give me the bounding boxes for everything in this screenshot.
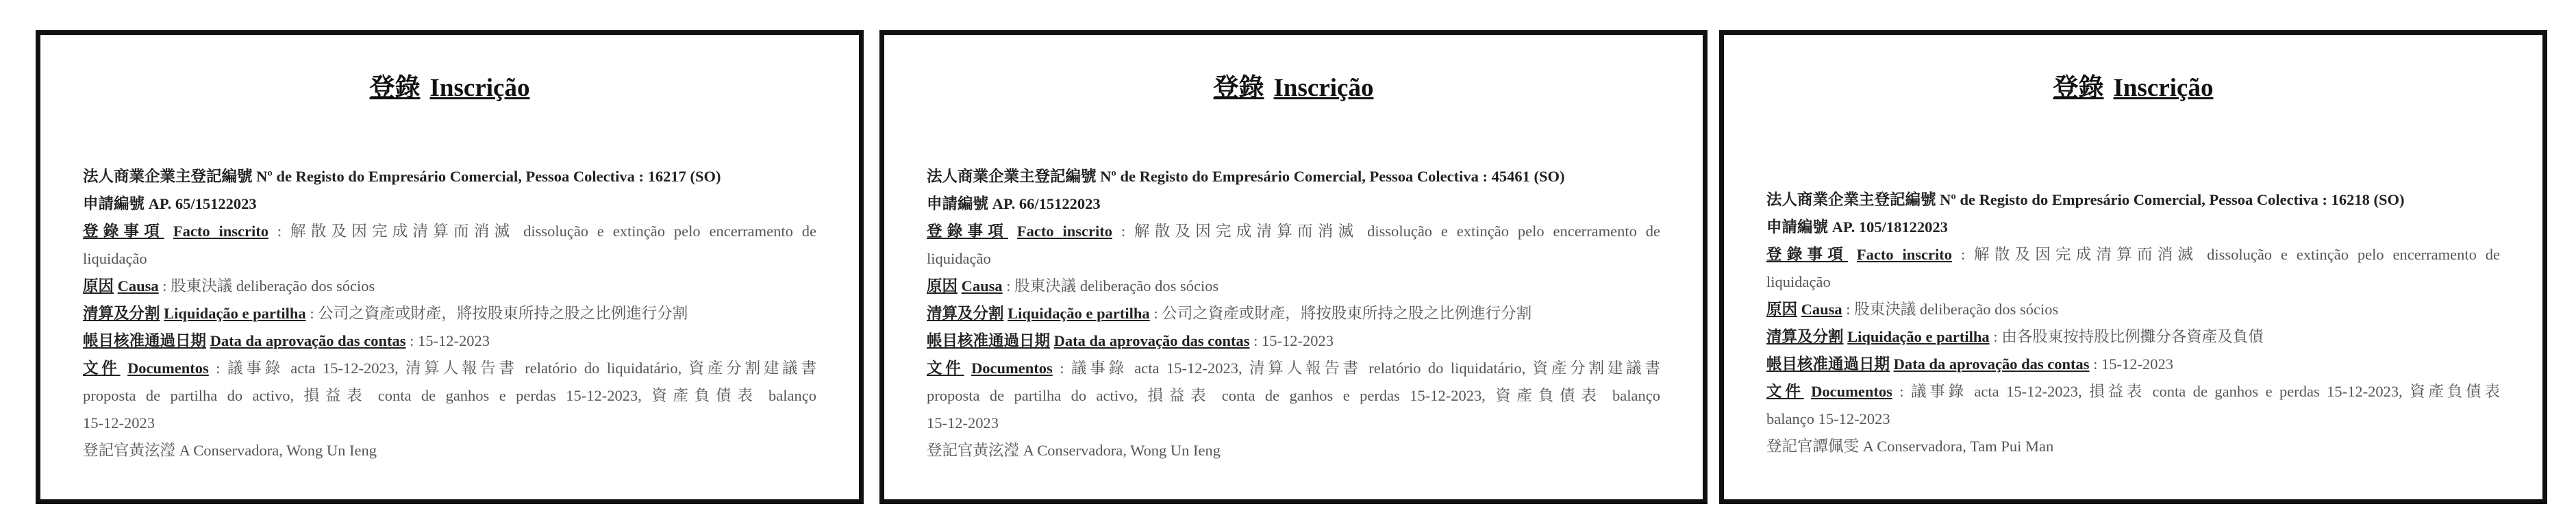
causa-value: 股東決議 deliberação dos sócios: [1014, 277, 1219, 295]
inscription-panel-1: [36, 30, 864, 504]
facto-line: 登錄事項 Facto inscrito : 解散及因完成清算而消滅 dissolução e extinção pelo encerramento de: [1766, 246, 2501, 263]
panel-body: [1766, 186, 2500, 460]
conservadora-line: 登記官譚佩雯 A Conservadora, Tam Pui Man: [1766, 438, 2054, 455]
reg-number-line: 法人商業企業主登記編號 Nº de Registo do Empresário Comercial, Pessoa Colectiva : 16217 (SO): [83, 168, 721, 185]
liquidacao-value: 公司之資產或財產，將按股東所持之股之比例進行分割: [318, 305, 688, 322]
liquidacao-value: 由各股東按持股比例攤分各資產及負債: [2001, 328, 2264, 345]
documentos-line: 文件 Documentos : 議事錄 acta 15-12-2023, 清算人報告書 relatório do liquidatário, 資產分割建議書: [927, 360, 1660, 377]
facto-value: 解散及因完成清算而消滅 dissolução e extinção pelo encerramento de: [1134, 223, 1661, 240]
ap-number-line: 申請編號 AP. 65/15122023: [83, 195, 257, 212]
facto-line: 登錄事項 Facto inscrito : 解散及因完成清算而消滅 dissolução e extinção pelo encerramento de: [83, 223, 817, 240]
data-aprovacao-value: 15-12-2023: [418, 332, 490, 349]
heading-cn: 登錄: [2053, 74, 2104, 102]
ap-number: 105/18122023: [1858, 218, 1948, 236]
conservadora-name: Wong Un Ieng: [286, 442, 377, 459]
documentos-continuation: balanço 15-12-2023: [1766, 410, 1890, 427]
panel-body: [83, 163, 816, 464]
ap-number-line: 申請編號 AP. 105/18122023: [1766, 218, 1948, 236]
heading-pt: Inscrição: [429, 74, 530, 102]
panel-heading: [884, 66, 1703, 103]
causa-line: 原因 Causa : 股東決議 deliberação dos sócios: [927, 277, 1219, 295]
heading-cn: 登錄: [1213, 74, 1264, 102]
documentos-continuation: proposta de partilha do activo, 損益表 conta de ganhos e perdas 15-12-2023, 資產負債表 balanço: [83, 387, 816, 404]
panel-heading: [1724, 66, 2542, 103]
causa-value: 股東決議 deliberação dos sócios: [1854, 301, 2059, 318]
data-aprovacao-value: 15-12-2023: [2101, 355, 2174, 373]
facto-continuation: liquidação: [83, 250, 147, 267]
documentos-continuation-2: 15-12-2023: [83, 414, 155, 431]
heading-cn: 登錄: [369, 74, 421, 102]
documentos-continuation: proposta de partilha do activo, 損益表 conta de ganhos e perdas 15-12-2023, 資產負債表 balanço: [927, 387, 1660, 404]
documentos-value: 議事錄 acta 15-12-2023, 清算人報告書 relatório do liquidatário, 資產分割建議書: [1071, 360, 1660, 377]
inscription-panel-2: [879, 30, 1708, 504]
data-aprovacao-line: 帳目核准通過日期 Data da aprovação das contas : 15-12-2023: [1766, 355, 2174, 373]
conservadora-name: Tam Pui Man: [1970, 438, 2054, 455]
conservadora-line: 登記官黃泫瀅 A Conservadora, Wong Un Ieng: [83, 442, 377, 459]
facto-value: 解散及因完成清算而消滅 dissolução e extinção pelo encerramento de: [1973, 246, 2501, 263]
reg-number-line: 法人商業企業主登記編號 Nº de Registo do Empresário Comercial, Pessoa Colectiva : 45461 (SO): [927, 168, 1565, 185]
liquidacao-line: 清算及分割 Liquidação e partilha : 由各股東按持股比例攤分各資產及負債: [1766, 328, 2264, 345]
reg-number-line: 法人商業企業主登記編號 Nº de Registo do Empresário Comercial, Pessoa Colectiva : 16218 (SO): [1766, 191, 2405, 208]
facto-continuation: liquidação: [1766, 273, 1831, 290]
conservadora-name: Wong Un Ieng: [1130, 442, 1221, 459]
data-aprovacao-line: 帳目核准通過日期 Data da aprovação das contas : 15-12-2023: [83, 332, 490, 349]
ap-number: 65/15122023: [175, 195, 257, 212]
documentos-line: 文件 Documentos : 議事錄 acta 15-12-2023, 清算人報告書 relatório do liquidatário, 資產分割建議書: [83, 360, 816, 377]
panel-body: [927, 163, 1660, 464]
causa-value: 股東決議 deliberação dos sócios: [171, 277, 375, 295]
inscription-panel-3: [1719, 30, 2547, 504]
ap-number: 66/15122023: [1018, 195, 1101, 212]
data-aprovacao-line: 帳目核准通過日期 Data da aprovação das contas : 15-12-2023: [927, 332, 1334, 349]
liquidacao-line: 清算及分割 Liquidação e partilha : 公司之資產或財產，將按股東所持之股之比例進行分割: [83, 305, 688, 322]
documentos-line: 文件 Documentos : 議事錄 acta 15-12-2023, 損益表 conta de ganhos e perdas 15-12-2023, 資產負債表: [1766, 383, 2500, 400]
facto-value: 解散及因完成清算而消滅 dissolução e extinção pelo encerramento de: [290, 223, 817, 240]
data-aprovacao-value: 15-12-2023: [1262, 332, 1334, 349]
liquidacao-value: 公司之資產或財產，將按股東所持之股之比例進行分割: [1162, 305, 1532, 322]
liquidacao-line: 清算及分割 Liquidação e partilha : 公司之資產或財產，將按股東所持之股之比例進行分割: [927, 305, 1532, 322]
documentos-value: 議事錄 acta 15-12-2023, 損益表 conta de ganhos e perdas 15-12-2023, 資產負債表: [1911, 383, 2500, 400]
heading-pt: Inscrição: [2113, 74, 2214, 102]
reg-number: 16217 (SO): [647, 168, 721, 185]
documentos-continuation-2: 15-12-2023: [927, 414, 999, 431]
facto-line: 登錄事項 Facto inscrito : 解散及因完成清算而消滅 dissolução e extinção pelo encerramento de: [927, 223, 1661, 240]
conservadora-line: 登記官黃泫瀅 A Conservadora, Wong Un Ieng: [927, 442, 1221, 459]
causa-line: 原因 Causa : 股東決議 deliberação dos sócios: [83, 277, 375, 295]
reg-number: 45461 (SO): [1491, 168, 1565, 185]
documentos-value: 議事錄 acta 15-12-2023, 清算人報告書 relatório do liquidatário, 資產分割建議書: [227, 360, 816, 377]
ap-number-line: 申請編號 AP. 66/15122023: [927, 195, 1101, 212]
facto-continuation: liquidação: [927, 250, 991, 267]
reg-number: 16218 (SO): [2331, 191, 2405, 208]
panel-heading: [40, 66, 859, 103]
causa-line: 原因 Causa : 股東決議 deliberação dos sócios: [1766, 301, 2059, 318]
heading-pt: Inscrição: [1273, 74, 1374, 102]
